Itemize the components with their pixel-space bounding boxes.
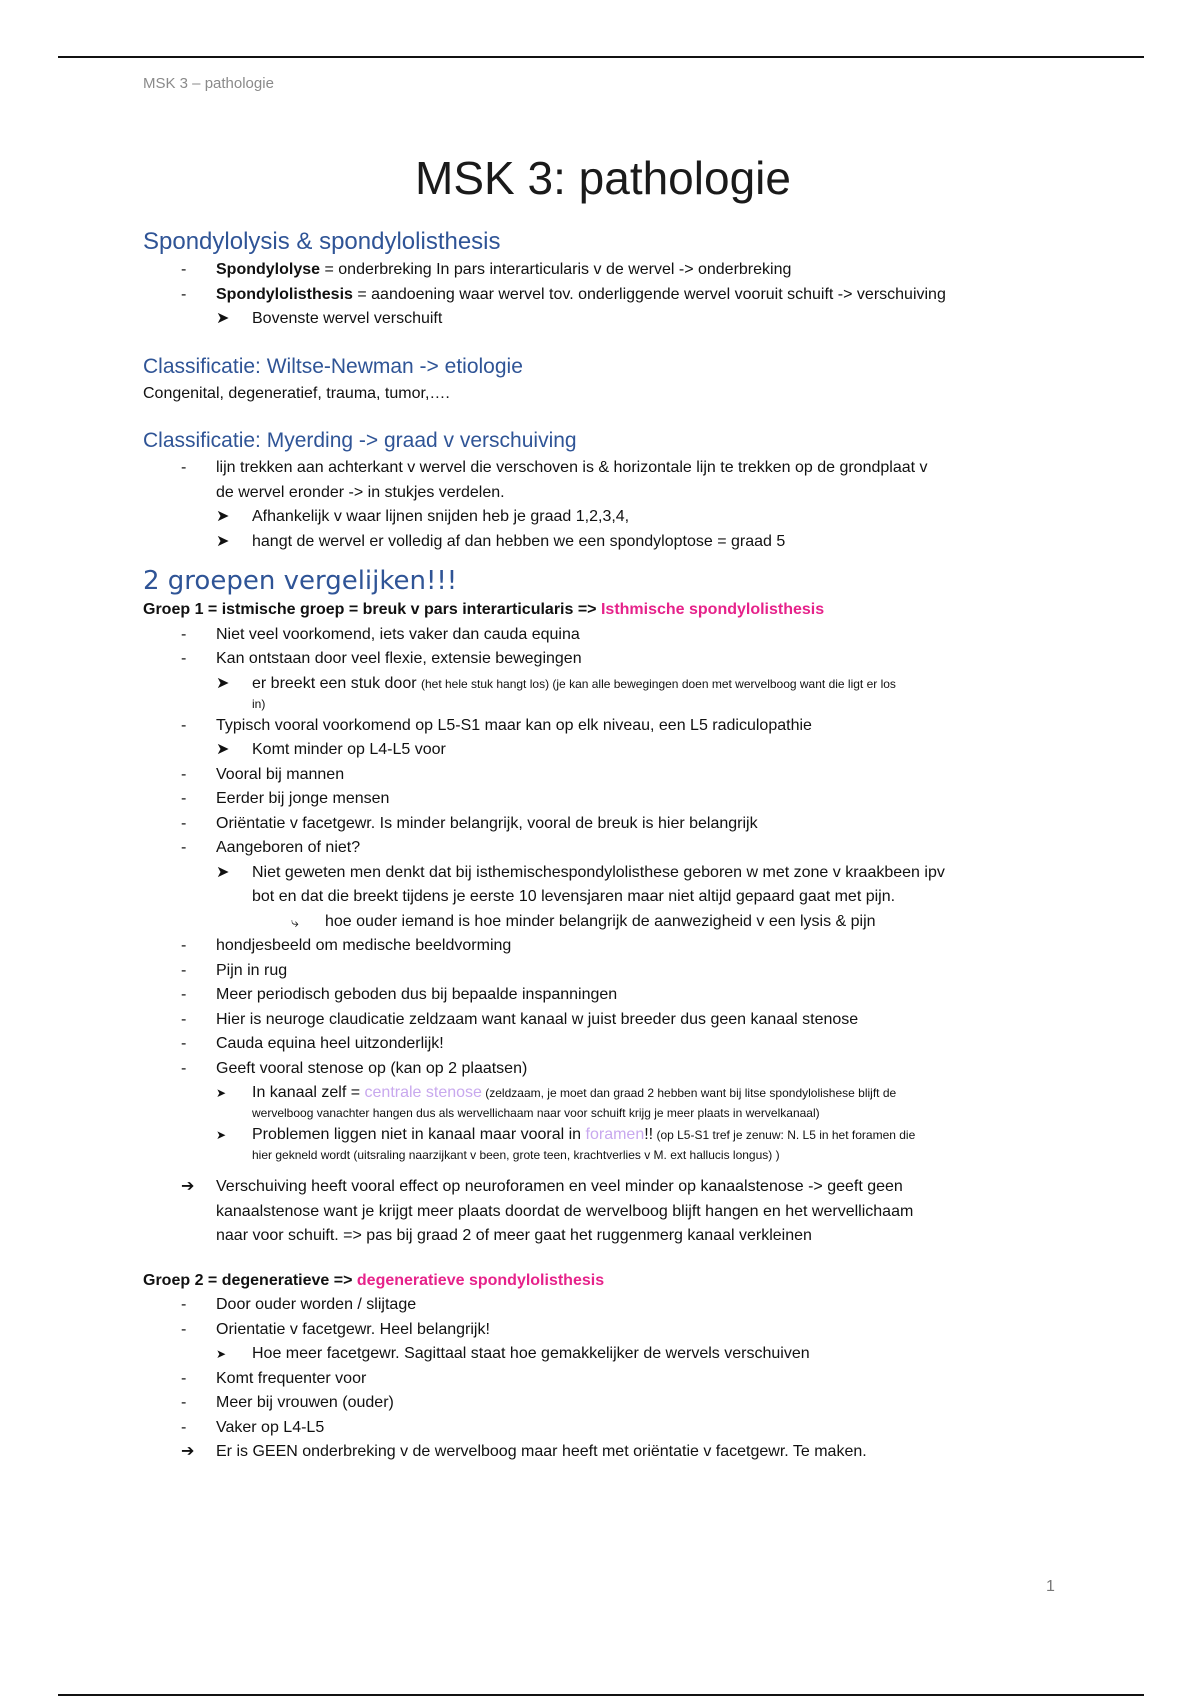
- list-item: ➤ Problemen liggen niet in kanaal maar vooral in foramen!! (op L5-S1 tref je zenuw: N. L5 in het foramen die hier gekneld wordt (uitsraling naarzijkant v been, grote teen, krachtverlies v M. ext hallucis longus) ): [216, 1126, 916, 1162]
- list-item: - Geeft vooral stenose op (kan op 2 plaatsen): [143, 1057, 1063, 1082]
- list-item: - Hier is neuroge claudicatie zeldzaam want kanaal w juist breeder dus geen kanaal stenose: [143, 1008, 1063, 1033]
- list-item: - Vooral bij mannen: [143, 763, 1063, 788]
- header-rule: [58, 56, 1144, 58]
- list-item: ⤷ hoe ouder iemand is hoe minder belangrijk de aanwezigheid v een lysis & pijn: [143, 910, 1063, 935]
- arrowhead-bullet-icon: ➤: [216, 1128, 227, 1142]
- list-item: ➤ Niet geweten men denkt dat bij isthemischespondylolisthese geboren w met zone v kraakbeen ipv bot en dat die breekt tijdens je eerste 10 levensjaren maar niet altijd gepaard gaat met pijn.: [143, 861, 1063, 910]
- list-item: - Vaker op L4-L5: [143, 1416, 1063, 1441]
- arrowhead-bullet-icon: ➤: [216, 1347, 227, 1361]
- dash-bullet: -: [181, 261, 187, 278]
- list-item: - Orientatie v facetgewr. Heel belangrijk!: [143, 1318, 1063, 1343]
- dash-bullet: -: [181, 1035, 187, 1052]
- list-item: ➤ Afhankelijk v waar lijnen snijden heb je graad 1,2,3,4,: [143, 505, 1063, 530]
- heading-myerding: Classificatie: Myerding -> graad v verschuiving: [143, 429, 577, 452]
- list-item: - Eerder bij jonge mensen: [143, 787, 1063, 812]
- list-item: - Meer bij vrouwen (ouder): [143, 1391, 1063, 1416]
- dash-bullet: -: [181, 650, 187, 667]
- arrowhead-bullet-icon: ➤: [216, 674, 230, 692]
- list-item: - Cauda equina heel uitzonderlijk!: [143, 1032, 1063, 1057]
- dash-bullet: -: [181, 1418, 187, 1436]
- curved-arrow-icon: ⤷: [291, 913, 299, 930]
- right-arrow-icon: ➔: [181, 1178, 195, 1195]
- dash-bullet: -: [181, 814, 187, 832]
- arrowhead-bullet-icon: ➤: [216, 1086, 227, 1100]
- list-item: - hondjesbeeld om medische beeldvorming: [143, 934, 1063, 959]
- dash-bullet: -: [181, 937, 187, 954]
- list-item: - Aangeboren of niet?: [143, 836, 1063, 861]
- dash-bullet: -: [181, 1059, 187, 1077]
- list-item: - Komt frequenter voor: [143, 1367, 1063, 1392]
- heading-groepen: 2 groepen vergelijken!!!: [143, 566, 458, 596]
- heading-wiltse-newman: Classificatie: Wiltse-Newman -> etiologie: [143, 354, 523, 378]
- footer-rule: [58, 1694, 1144, 1696]
- paragraph: Congenital, degeneratief, trauma, tumor,….: [143, 384, 450, 402]
- conclusion-item: ➔ Verschuiving heeft vooral effect op neuroforamen en veel minder op kanaalstenose -> geeft geen kanaalstenose want je krijgt meer plaats doordat de wervelboog blijft hangen en het wervellichaam naar voor schuift. => pas bij graad 2 of meer gaat het ruggenmerg kanaal verkleinen: [143, 1175, 1063, 1249]
- list-item: ➤ er breekt een stuk door (het hele stuk hangt los) (je kan alle bewegingen doen met wervelboog want die ligt er los in): [216, 674, 896, 711]
- list-item: - Oriëntatie v facetgewr. Is minder belangrijk, vooral de breuk is hier belangrijk: [143, 812, 1063, 837]
- dash-bullet: -: [181, 459, 187, 476]
- conclusion-item: ➔ Er is GEEN onderbreking v de wervelboog maar heeft met oriëntatie v facetgewr. Te maken.: [143, 1440, 1063, 1465]
- list-item: ➤ In kanaal zelf = centrale stenose (zeldzaam, je moet dan graad 2 hebben want bij litse spondylolishese blijft de wervelboog vanachter hangen dus als wervellichaam naar voor schuift krijg je meer plaats in wervelkanaal): [216, 1084, 897, 1120]
- list-item: ➤ Bovenste wervel verschuift: [143, 307, 1063, 332]
- list-item: - Spondylolyse = onderbreking In pars interarticularis v de wervel -> onderbreking: [143, 258, 1063, 283]
- arrowhead-bullet-icon: ➤: [216, 508, 230, 525]
- dash-bullet: -: [181, 961, 187, 979]
- dash-bullet: -: [181, 765, 187, 783]
- list-item: - Door ouder worden / slijtage: [143, 1293, 1063, 1318]
- dash-bullet: -: [181, 285, 187, 303]
- arrowhead-bullet-icon: ➤: [216, 863, 230, 881]
- dash-bullet: -: [181, 839, 187, 856]
- list-item: - Meer periodisch geboden dus bij bepaalde inspanningen: [143, 983, 1063, 1008]
- dash-bullet: -: [181, 1369, 187, 1387]
- arrowhead-bullet-icon: ➤: [216, 310, 230, 327]
- list-item: - Spondylolisthesis = aandoening waar wervel tov. onderliggende wervel vooruit schuift -> verschuiving: [143, 283, 1063, 308]
- page-title: MSK 3: pathologie: [415, 152, 791, 204]
- list-item: - Niet veel voorkomend, iets vaker dan cauda equina: [143, 623, 1063, 648]
- arrowhead-bullet-icon: ➤: [216, 532, 230, 550]
- right-arrow-icon: ➔: [181, 1443, 195, 1460]
- list-item: ➤ Komt minder op L4-L5 voor: [143, 738, 1063, 763]
- list-item: ➤ hangt de wervel er volledig af dan hebben we een spondyloptose = graad 5: [143, 530, 1063, 555]
- term: Spondylolisthesis: [216, 285, 353, 303]
- dash-bullet: -: [181, 986, 187, 1003]
- dash-bullet: -: [181, 1394, 187, 1411]
- dash-bullet: -: [181, 1320, 187, 1338]
- dash-bullet: -: [181, 790, 187, 807]
- running-header: MSK 3 – pathologie: [143, 75, 274, 92]
- dash-bullet: -: [181, 1296, 187, 1313]
- group-2-label: Groep 2 = degeneratieve => degeneratieve spondylolisthesis: [143, 1271, 605, 1289]
- dash-bullet: -: [181, 716, 187, 734]
- dash-bullet: -: [181, 625, 187, 643]
- list-item: ➤ Hoe meer facetgewr. Sagittaal staat hoe gemakkelijker de wervels verschuiven: [143, 1342, 1063, 1367]
- arrowhead-bullet-icon: ➤: [216, 741, 230, 758]
- heading-spondylolysis: Spondylolysis & spondylolisthesis: [143, 228, 501, 255]
- group-1-label: Groep 1 = istmische groep = breuk v pars interarticularis => Isthmische spondylolisthesis: [143, 601, 825, 618]
- term: Spondylolyse: [216, 261, 321, 278]
- list-item: - lijn trekken aan achterkant v wervel die verschoven is & horizontale lijn te trekken op de grondplaat v de wervel eronder -> in stukjes verdelen.: [143, 456, 1063, 505]
- list-item: - Kan ontstaan door veel flexie, extensie bewegingen: [143, 647, 1063, 672]
- list-item: - Pijn in rug: [143, 959, 1063, 984]
- document-body: [143, 150, 1063, 1465]
- page-number: 1: [1046, 1578, 1055, 1595]
- dash-bullet: -: [181, 1010, 187, 1028]
- list-item: - Typisch vooral voorkomend op L5-S1 maar kan op elk niveau, een L5 radiculopathie: [143, 714, 1063, 739]
